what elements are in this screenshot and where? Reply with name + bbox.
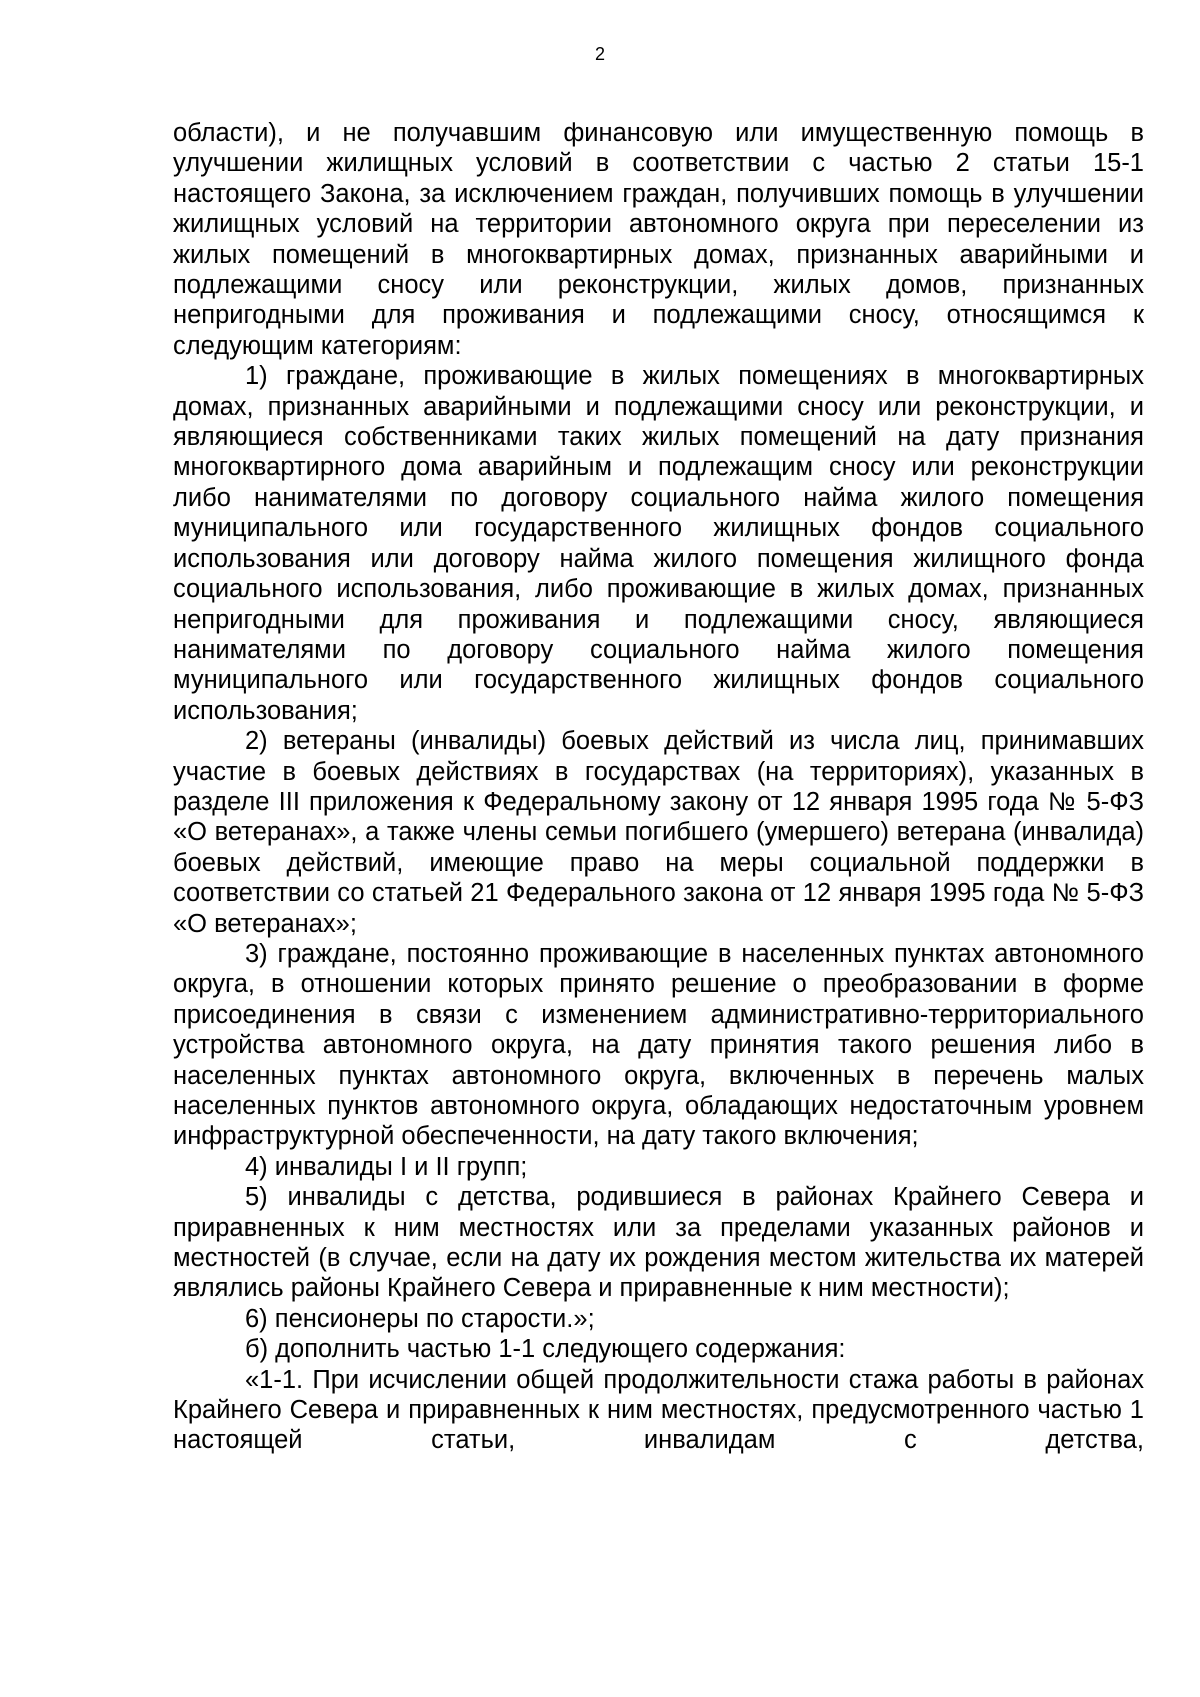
- paragraph-item-3: 3) граждане, постоянно проживающие в населенных пунктах автономного округа, в отношении которых принято решение о преобразовании в форме присоединения в связи с изменением административно-территориального устройства автономного округа, на дату принятия такого решения либо в населенных пунктах автономного округа, включенных в перечень малых населенных пунктов автономного округа, обладающих недостаточным уровнем инфраструктурной обеспеченности, на дату такого включения;: [173, 939, 1144, 1151]
- paragraph-amendment-b: б) дополнить частью 1-1 следующего содержания:: [245, 1335, 846, 1364]
- paragraph-item-1: 1) граждане, проживающие в жилых помещениях в многоквартирных домах, признанных аварийными и подлежащими сносу или реконструкции, и являющиеся собственниками таких жилых помещений на дату признания многоквартирного дома аварийным и подлежащим сносу или реконструкции либо нанимателями по договору социального найма жилого помещения муниципального или государственного жилищных фондов социального использования или договору найма жилого помещения жилищного фонда социального использования, либо проживающие в жилых домах, признанных непригодными для проживания и подлежащими сносу, являющиеся нанимателями по договору социального найма жилого помещения муниципального или государственного жилищных фондов социального использования;: [173, 362, 1144, 725]
- paragraph-item-5: 5) инвалиды с детства, родившиеся в районах Крайнего Севера и приравненных к ним местностях или за пределами указанных районов и местностей (в случае, если на дату их рождения местом жительства их матерей являлись районы Крайнего Севера и приравненные к ним местности);: [173, 1183, 1144, 1303]
- document-text: [173, 118, 1144, 1456]
- paragraph-item-4: 4) инвалиды I и II групп;: [245, 1152, 528, 1181]
- page-number: 2: [594, 44, 605, 64]
- paragraph-item-6: 6) пенсионеры по старости.»;: [245, 1304, 595, 1333]
- paragraph-part-1-1: «1-1. При исчислении общей продолжительности стажа работы в районах Крайнего Севера и приравненных к ним местностях, предусмотренного частью 1 настоящей статьи, инвалидам с детства,: [173, 1365, 1144, 1455]
- paragraph-item-2: 2) ветераны (инвалиды) боевых действий из числа лиц, принимавших участие в боевых действиях в государствах (на территориях), указанных в разделе III приложения к Федеральному закону от 12 января 1995 года № 5-ФЗ «О ветеранах», а также члены семьи погибшего (умершего) ветерана (инвалида) боевых действий, имеющие право на меры социальной поддержки в соответствии со статьей 21 Федерального закона от 12 января 1995 года № 5-ФЗ «О ветеранах»;: [173, 727, 1144, 938]
- paragraph-intro: области), и не получавшим финансовую или имущественную помощь в улучшении жилищных условий в соответствии с частью 2 статьи 15-1 настоящего Закона, за исключением граждан, получивших помощь в улучшении жилищных условий на территории автономного округа при переселении из жилых помещений в многоквартирных домах, признанных аварийными и подлежащими сносу или реконструкции, жилых домов, признанных непригодными для проживания и подлежащими сносу, относящимся к следующим категориям:: [173, 119, 1144, 360]
